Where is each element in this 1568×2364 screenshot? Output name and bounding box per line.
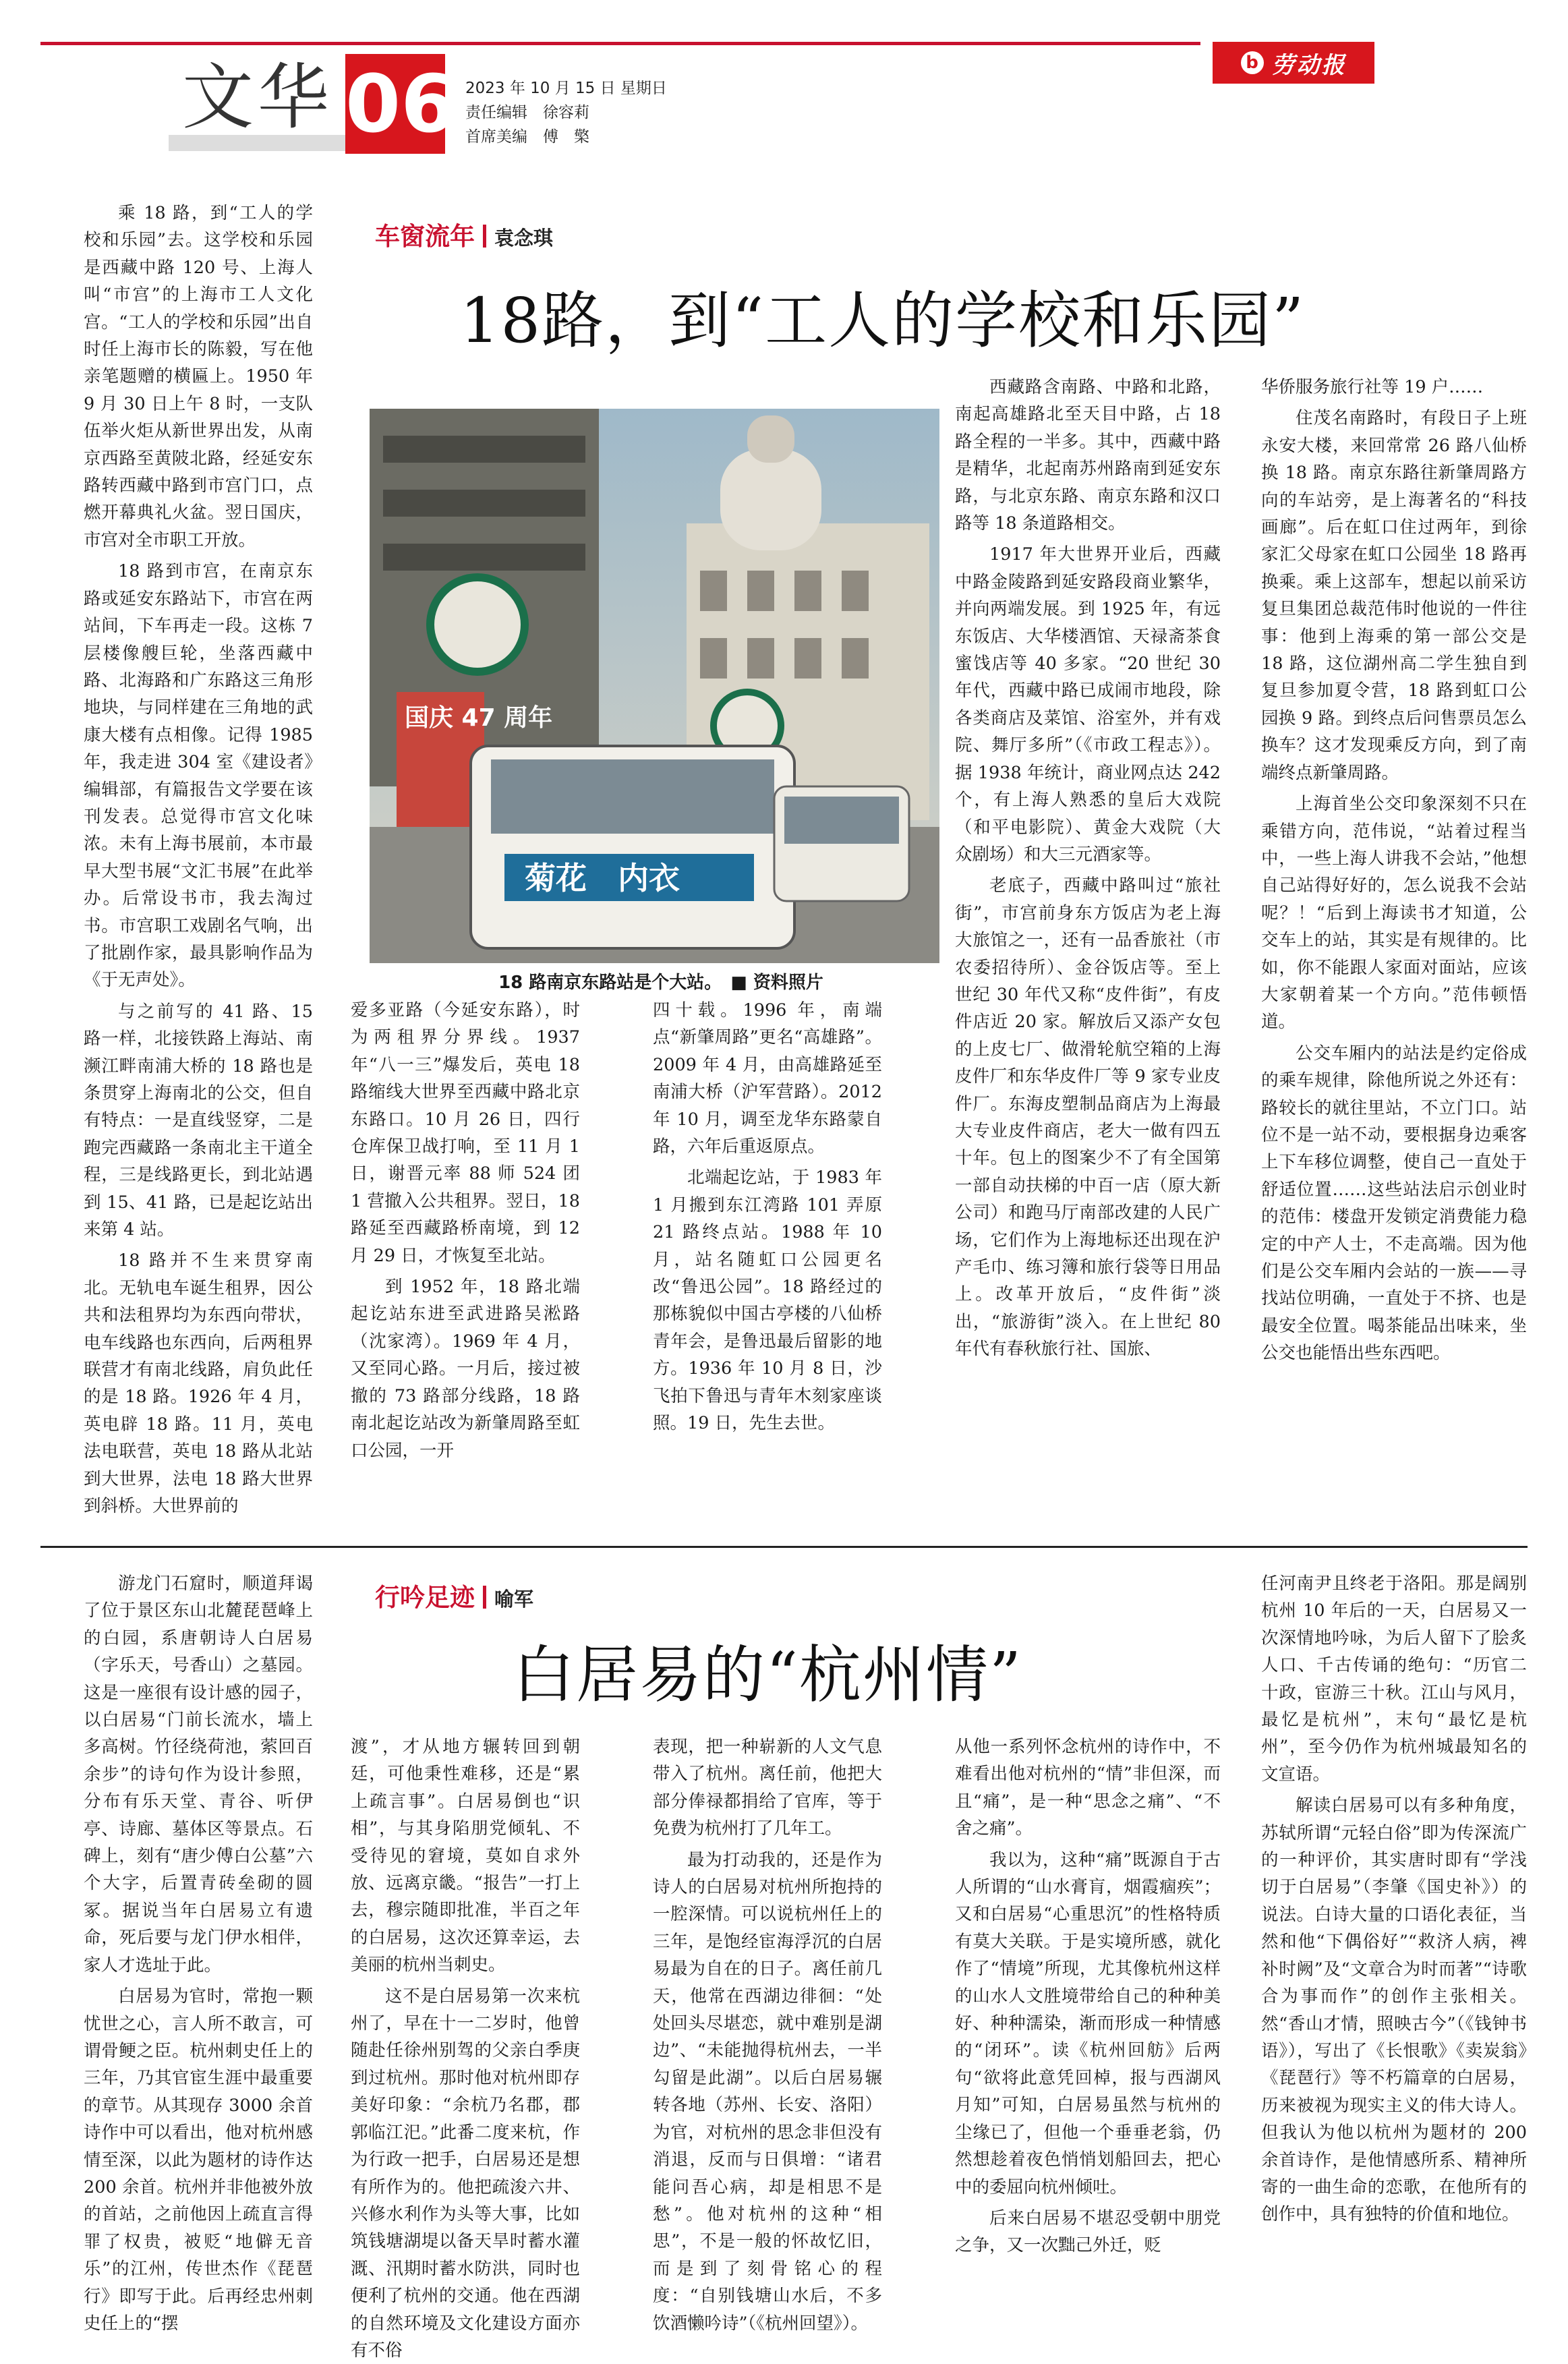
article1-column-4 <box>955 374 1221 1528</box>
paragraph: 住茂名南路时，有段日子上班永安大楼，来回常常 26 路八仙桥换 18 路。南京东路往新肇周路方向的车站旁，是上海著名的“科技画廊”。后在虹口住过两年，到徐家汇父母家在虹口公园坐 18 路再换乘。乘上这部车，想起以前采访复旦集团总裁范伟时他说的一件往事：他到上海乘的第一部公交是 18 路，这位湖州高二学生独自到复旦参加夏令营，18 路到虹口公园换 9 路。到终点后问售票员怎么换车？这才发现乘反方向，到了南端终点新肇周路。 <box>1261 408 1527 783</box>
paragraph: 上海首坐公交印象深刻不只在乘错方向，范伟说，“站着过程当中，一些上海人讲我不会站，”他想自己站得好好的，怎么说我不会站呢？！“后到上海读书才知道，公交车上的站，其实是有规律的。比如，你不能跟人家面对面站，应该大家朝着某一个方向。”范伟顿悟道。 <box>1261 794 1527 1033</box>
paragraph: 18 路并不生来贯穿南北。无轨电车诞生租界，因公共和法租界均为东西向带状，电车线路也东西向，后两租界联营才有南北线路，肩负此任的是 18 路。1926 年 4 月，英电辟 18 路。11 月，英电法电联营，英电 18 路从北站到大世界，法电 18 路大世界到斜桥。大世界前的 <box>84 1250 313 1517</box>
paragraph: 北端起讫站，于 1983 年 1 月搬到东江湾路 101 弄原 21 路终点站。1988 年 10 月，站名随虹口公园更名改“鲁迅公园”。18 路经过的那栋貌似中国古亭楼的八仙桥青年会，是鲁迅最后留影的地方。1936 年 10 月 8 日，沙飞拍下鲁迅与青年木刻家座谈照。19 日，先生去世。 <box>653 1167 882 1434</box>
article2-column-1 <box>84 1570 313 2334</box>
paragraph: 乘 18 路，到“工人的学校和乐园”去。这学校和乐园是西藏中路 120 号、上海人叫“市宫”的上海市工人文化宫。“工人的学校和乐园”出自时任上海市长的陈毅，写在他亲笔题赠的横匾上。1950 年 9 月 30 日上午 8 时，一支队伍举火炬从新世界出发，从南京西路至黄陂北路，经延安东路转西藏中路到市宫门口，点燃开幕典礼火盆。翌日国庆，市宫对全市职工开放。 <box>84 203 313 550</box>
paragraph: 西藏路含南路、中路和北路，南起高雄路北至天目中路，占 18 路全程的一半多。其中，西藏中路是精华，北起南苏州路南到延安东路，与北京东路、南京东路和汉口路等 18 条道路相交。 <box>955 377 1221 534</box>
paper-name: 劳动报 <box>1271 51 1347 79</box>
article1-column-5 <box>1261 374 1527 1528</box>
date-line: 2023 年 10 月 15 日 星期日 <box>465 80 667 97</box>
paragraph: 与之前写的 41 路、15 路一样，北接铁路上海站、南濒江畔南浦大桥的 18 路也是条贯穿上海南北的公交，但自有特点：一是直线竖穿，二是跑完西藏路一条南北主干道全程，三是线路更长，到北站遇到 15、41 路，已是起讫站出来第 4 站。 <box>84 1001 313 1240</box>
article1-column-2 <box>351 997 580 1530</box>
paragraph: 老底子，西藏中路叫过“旅社街”，市宫前身东方饭店为老上海大旅馆之一，还有一品香旅社（市农委招待所）、金谷饭店等。至上世纪 30 年代又称“皮件街”，有皮件店近 20 家。解放后又添产女包的上皮七厂、做滑轮航空箱的上海皮件厂和东华皮件厂等 9 家专业皮件厂。东海皮塑制品商店为上海最大专业皮件商店，老大一做有四五十年。包上的图案少不了有全国第一部自动扶梯的中百一店（原大新公司）和跑马厅南部改建的人民广场，它们作为上海地标还出现在沪产毛巾、练习簿和旅行袋等日用品上。改革开放后，“皮件街”淡出，“旅游街”淡入。在上世纪 80 年代有春秋旅行社、国旅、 <box>955 875 1221 1360</box>
kicker-divider <box>483 1586 486 1609</box>
paragraph: 任河南尹且终老于洛阳。那是阔别杭州 10 年后的一天，白居易又一次深情地吟咏，为后人留下了脍炙人口、千古传诵的绝句：“历官二十政，宦游三十秋。江山与风月，最忆是杭州”，末句“最忆是杭州”，至今仍作为杭州城最知名的文宣语。 <box>1261 1574 1527 1785</box>
bus-photo-illustration <box>370 409 939 963</box>
article2-author: 喻军 <box>494 1588 534 1611</box>
article1-title: 18路，到“工人的学校和乐园” <box>460 285 1306 357</box>
article-divider <box>40 1546 1528 1548</box>
top-rule <box>40 42 1200 45</box>
editor-line: 责任编辑 徐容莉 <box>465 104 589 121</box>
section-name: 文华 <box>182 56 333 139</box>
paragraph: 渡”，才从地方辗转回到朝廷，可他秉性难移，还是“累上疏言事”。白居易倒也“识相”，与其身陷朋党倾轧、不受待见的窘境，莫如自求外放、远离京畿。“报告”一打上去，穆宗随即批准，半百之年的白居易，这次还算幸运，去美丽的杭州当刺史。 <box>351 1737 580 1976</box>
photo-caption: 18 路南京东路站是个大站。 ■ 资料照片 <box>498 973 823 993</box>
article1-column-label: 车窗流年 <box>375 222 475 251</box>
paragraph: 后来白居易不堪忍受朝中朋党之争，又一次黜己外迁，贬 <box>955 2208 1221 2256</box>
paragraph: 这不是白居易第一次来杭州了，早在十一二岁时，他曾随赴任徐州别驾的父亲白季庚到过杭州。那时他对杭州即存美好印象：“余杭乃名郡，郡郭临江汜。”此番二度来杭，作为行政一把手，白居易还是想有所作为的。他把疏浚六井、兴修水利作为头等大事，比如筑钱塘湖堤以备天旱时蓄水灌溉、汛期时蓄水防洪，同时也便利了杭州的交通。他在西湖的自然环境及文化建设方面亦有不俗 <box>351 1986 580 2361</box>
paragraph: 1917 年大世界开业后，西藏中路金陵路到延安路段商业繁华，并向两端发展。到 1925 年，有远东饭店、大华楼酒馆、天禄斋茶食蜜饯店等 40 多家。“20 世纪 30 年代，西藏中路已成闹市地段，除各类商店及菜馆、浴室外，并有戏院、舞厅多所”（《市政工程志》）。据 1938 年统计，商业网点达 242 个，有上海人熟悉的皇后大戏院（和平电影院）、黄金大戏院（大众剧场）和大三元酒家等。 <box>955 544 1221 865</box>
paragraph: 到 1952 年，18 路北端起讫站东进至武进路吴淞路（沈家湾）。1969 年 4 月，又至同心路。一月后，接过被撤的 73 路部分线路，18 路南北起讫站改为新肇周路至虹口公园，一开 <box>351 1277 580 1461</box>
article1-kicker <box>375 216 553 252</box>
article1-column-1 <box>84 200 313 1528</box>
article2-column-label: 行吟足迹 <box>375 1583 475 1612</box>
paragraph: 18 路到市宫，在南京东路或延安东路站下，市宫在两站间，下车再走一段。这栋 7 层楼像艘巨轮，坐落西藏中路、北海路和广东路这三角形地块，与同样建在三角地的武康大楼有点相像。记得 1985 年，我走进 304 室《建设者》编辑部，有篇报告文学要在该刊发表。总觉得市宫文化味浓。未有上海书展前，本市最早大型书展“文汇书展”在此举办。后常设书市，我去淘过书。市宫职工戏剧名气响，出了批剧作家，最具影响作品为《于无声处》。 <box>84 561 313 991</box>
paragraph: 游龙门石窟时，顺道拜谒了位于景区东山北麓琵琶峰上的白园，系唐朝诗人白居易（字乐天，号香山）之墓园。这是一座很有设计感的园子，以白居易“门前长流水，墙上多高树。竹径绕荷池，萦回百余步”的诗句作为设计参照，分布有乐天堂、青谷、听伊亭、诗廊、墓体区等景点。石碑上，刻有“唐少傅白公墓”六个大字，后置青砖垒砌的圆冢。据说当年白居易立有遗命，死后要与龙门伊水相伴，家人才选址于此。 <box>84 1574 313 1976</box>
article2-column-4 <box>955 1733 1221 2327</box>
art-editor-line: 首席美编 傅 檠 <box>465 128 589 146</box>
paragraph: 从他一系列怀念杭州的诗作中，不难看出他对杭州的“情”非但深，而且“痛”，是一种“思念之痛”、“不舍之痛”。 <box>955 1737 1221 1839</box>
paragraph: 最为打动我的，还是作为诗人的白居易对杭州所抱持的一腔深情。可以说杭州任上的三年，是饱经宦海浮沉的白居易最为自在的日子。离任前几天，他常在西湖边徘徊：“处处回头尽堪恋，就中难别是湖边”、“未能抛得杭州去，一半勾留是此湖”。以后白居易辗转各地（苏州、长安、洛阳）为官，对杭州的思念非但没有消退，反而与日俱增：“诸君能问吾心病，却是相思不是愁”。他对杭州的这种“相思”，不是一般的怀故忆旧，而是到了刻骨铭心的程度：“自别钱塘山水后，不多饮酒懒吟诗”（《杭州回望》）。 <box>653 1849 882 2334</box>
paragraph: 解读白居易可以有多种角度，苏轼所谓“元轻白俗”即为传深流广的一种评价，其实唐时即有“学浅切于白居易”（李肇《国史补》）的说法。白诗大量的口语化表征，当然和他“下偶俗好”“救济人病，裨补时阙”及“文章合为时而著”“诗歌合为事而作”的创作主张相关。然“香山才情，照映古今”（《钱钟书语》），写出了《长恨歌》《卖炭翁》《琵琶行》等不朽篇章的白居易，历来被视为现实主义的伟大诗人。但我认为他以杭州为题材的 200 余首诗作，是他情感所系、精神所寄的一曲生命的恋歌，在他所有的创作中，具有独特的价值和地位。 <box>1261 1795 1527 2225</box>
newspaper-logo <box>1213 42 1374 84</box>
article1-column-3 <box>653 997 882 1530</box>
paragraph: 公交车厢内的站法是约定俗成的乘车规律，除他所说之外还有：路较长的就往里站，不立门口。站位不是一站不动，要根据身边乘客上下车移位调整，使自己一直处于舒适位置……这些站法启示创业时的范伟：楼盘开发锁定消费能力稳定的中产人士，不走高端。因为他们是公交车厢内会站的一族——寻找站位明确，一直处于不挤、也是最安全位置。喝茶能品出味来，坐公交也能悟出些东西吧。 <box>1261 1043 1527 1364</box>
article2-column-3 <box>653 1733 882 2334</box>
paragraph: 白居易为官时，常抱一颗忧世之心，言人所不敢言，可谓骨鲠之臣。杭州刺史任上的三年，乃其官宦生涯中最重要的章节。从其现存 3000 余首诗作中可以看出，他对杭州感情至深，以此为题材的诗作达 200 余首。杭州并非他被外放的首站，之前他因上疏直言得罪了权贵，被贬“地僻无音乐”的江州，传世杰作《琵琶行》即写于此。后再经忠州刺史任上的“摆 <box>84 1986 313 2334</box>
article2-column-2 <box>351 1733 580 2361</box>
paragraph: 我以为，这种“痛”既源自于古人所谓的“山水膏肓，烟霞痼疾”；又和白居易“心重思沉”的性格特质有莫大关联。于是实境所感，就化作了“情境”所现，尤其像杭州这样的山水人文胜境带给自己的种种美好、种种濡染，渐而形成一种情感的“闭环”。读《杭州回舫》后两句“欲将此意凭回棹，报与西湖风月知”可知，白居易虽然与杭州的尘缘已了，但他一个垂垂老翁，仍然想趁着夜色悄悄划船回去，把心中的委屈向杭州倾吐。 <box>955 1849 1221 2197</box>
paragraph: 表现，把一种崭新的人文气息带入了杭州。离任前，他把大部分俸禄都捐给了官库，等于免费为杭州打了几年工。 <box>653 1737 882 1839</box>
logo-mark-icon: b <box>1241 51 1264 74</box>
bus-sign-text: 菊花 内衣 <box>525 860 680 896</box>
paragraph: 华侨服务旅行社等 19 户…… <box>1261 377 1484 397</box>
kicker-divider <box>483 225 486 248</box>
article1-author: 袁念琪 <box>494 227 554 250</box>
article2-title: 白居易的“杭州情” <box>513 1639 1023 1711</box>
store-sign-text: 国庆 47 周年 <box>405 704 553 732</box>
paragraph: 爱多亚路（今延安东路），时为两租界分界线。1937 年“八一三”爆发后，英电 18 路缩线大世界至西藏中路北京东路口。10 月 26 日，四行仓库保卫战打响，至 11 月 1 日，谢晋元率 88 师 524 团 1 营撤入公共租界。翌日，18 路延至西藏路桥南境，到 12 月 29 日，才恢复至北站。 <box>351 1000 580 1266</box>
paragraph: 四十载。1996 年，南端点“新肇周路”更名“高雄路”。2009 年 4 月，由高雄路延至南浦大桥（沪军营路）。2012 年 10 月，调至龙华东路蒙自路，六年后重返原点。 <box>653 1000 882 1157</box>
article2-kicker <box>375 1577 533 1613</box>
article2-column-5 <box>1261 1570 1527 2327</box>
page-number: 06 <box>345 54 445 154</box>
article1-photo <box>370 409 939 963</box>
